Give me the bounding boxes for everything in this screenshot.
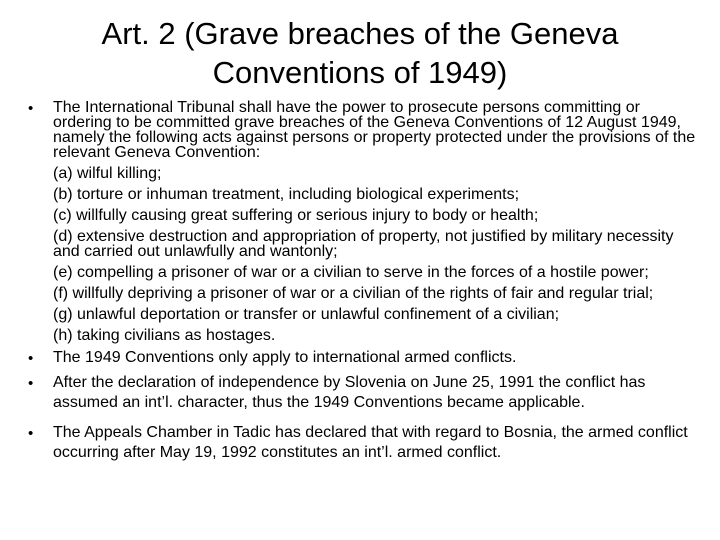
sub-item-d: (d) extensive destruction and appropriation of property, not justified by military necessity and carried out unlawfully and wantonly; <box>53 228 674 260</box>
bullet-intro-text: The International Tribunal shall have the power to prosecute persons committing or ordering to be committed grave breaches of the Geneva Conventions of 12 August 1949, namely the following acts against persons or property protected under the provisions of the relevant Geneva Convention: <box>53 99 696 161</box>
bullet-dot-icon: • <box>28 100 34 117</box>
sub-item-h: (h) taking civilians as hostages. <box>53 327 276 344</box>
bullet-item-slovenia <box>0 373 720 413</box>
bullet-text: The Appeals Chamber in Tadic has declared that with regard to Bosnia, the armed conflict occurring after May 19, 1992 constitutes an int’l. armed conflict. <box>53 424 688 461</box>
sub-item-c: (c) willfully causing great suffering or serious injury to body or health; <box>53 207 539 224</box>
bullet-text: After the declaration of independence by Slovenia on June 25, 1991 the conflict has assumed an int’l. character, thus the 1949 Conventions became applicable. <box>53 374 646 411</box>
sub-item-a: (a) wilful killing; <box>53 165 162 182</box>
slide-title <box>60 14 660 92</box>
title-line-1: Art. 2 (Grave breaches of the Geneva <box>101 16 619 51</box>
sub-item-b: (b) torture or inhuman treatment, including biological experiments; <box>53 186 520 203</box>
sub-item-f: (f) willfully depriving a prisoner of war or a civilian of the rights of fair and regular trial; <box>53 285 654 302</box>
bullet-item-conventions-apply <box>0 350 720 365</box>
sub-item-e: (e) compelling a prisoner of war or a civilian to serve in the forces of a hostile power; <box>53 264 649 281</box>
bullet-item-tadic <box>0 423 720 463</box>
bullet-text: The 1949 Conventions only apply to international armed conflicts. <box>53 349 517 366</box>
bullet-item-tribunal-power <box>0 100 720 343</box>
bullet-dot-icon: • <box>28 375 34 392</box>
bullet-dot-icon: • <box>28 425 34 442</box>
bullet-list <box>0 100 720 463</box>
sub-item-g: (g) unlawful deportation or transfer or unlawful confinement of a civilian; <box>53 306 560 323</box>
title-line-2: Conventions of 1949) <box>212 55 508 90</box>
bullet-dot-icon: • <box>28 350 34 367</box>
